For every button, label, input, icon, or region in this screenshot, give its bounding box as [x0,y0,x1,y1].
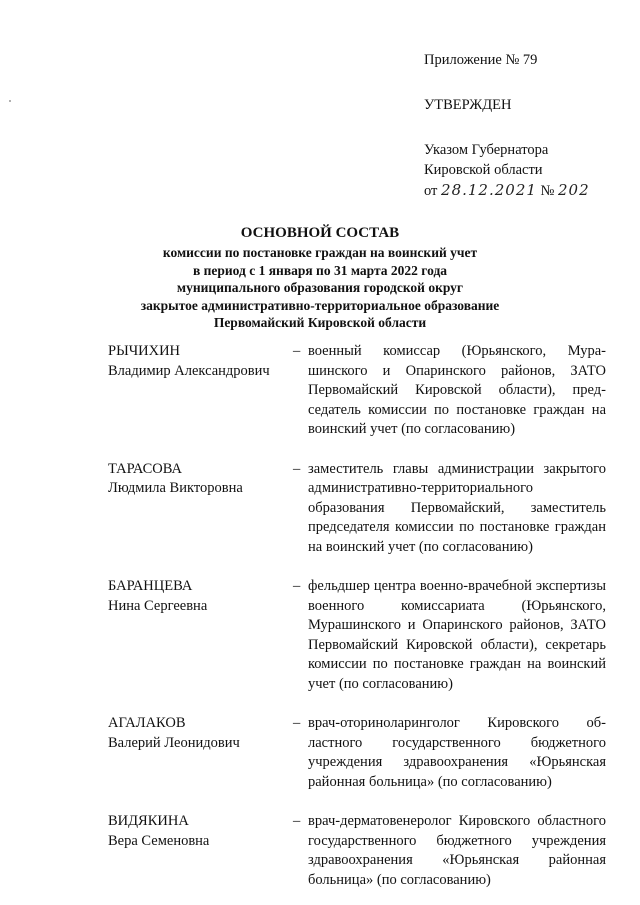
title-main: ОСНОВНОЙ СОСТАВ [240,225,400,241]
member-given-names: Людмила Викторовна [108,480,243,496]
title-line-1: комиссии по постановке граждан на воинский учет [162,245,478,260]
member-role: военный комиссар (Юрьянского, Мурашинского и Опаринского районов, ЗАТО Первомайский Кировской области), председатель комиссии по постановке граждан на воинский учет (по согласованию) [308,343,606,437]
member-entry [108,460,606,558]
decree-date-line [424,180,624,201]
member-surname: ТАРАСОВА [108,460,182,477]
title-line-3: муниципального образования городской округ [176,280,464,295]
member-entry [108,714,606,792]
member-surname: ВИДЯКИНА [108,813,189,829]
approved-stamp-text: УТВЕРЖДЕН [424,97,512,113]
member-dash: – [293,715,301,731]
scan-speck [9,100,11,102]
member-entry [108,342,606,440]
member-entry [108,812,606,890]
handwritten-date: 28.12.2021 [441,181,537,199]
decree-line-2: Кировской области [424,162,543,178]
member-dash: – [293,343,301,359]
member-name [108,812,288,851]
member-name [108,342,288,381]
member-surname: РЫЧИХИН [108,343,181,359]
member-name [108,577,288,616]
title-line-4: закрытое административно-территориальное образование [140,297,500,313]
document-title [0,222,640,332]
member-given-names: Валерий Леонидович [108,734,240,751]
member-name [108,460,288,499]
member-dash: – [293,813,301,829]
member-name [108,714,288,753]
appendix-number: Приложение № 79 [424,52,538,68]
title-line-2: в период с 1 января по 31 марта 2022 года [192,262,448,278]
member-given-names: Владимир Александрович [108,362,270,379]
member-dash: – [293,578,301,594]
member-role: заместитель главы администрации закрытого административно-территориального образования Первомайский, заместитель председателя комиссии по постановке граждан на воинский учет (по согласованию) [308,460,606,555]
approval-block [424,50,624,201]
decree-line-1: Указом Губернатора [424,142,549,158]
member-dash: – [293,460,301,477]
members-list [108,342,606,890]
member-given-names: Вера Семеновна [108,832,210,849]
from-label: от [424,183,438,199]
title-line-5: Первомайский Кировской области [213,315,427,330]
member-given-names: Нина Сергеевна [108,597,208,614]
member-entry [108,577,606,694]
member-role: фельдшер центра военно-врачебной экспертизы военного комиссариата (Юрьянского, Мурашинского и Опаринского районов, ЗАТО Первомайский Кировской области), секретарь комиссии по постановке граждан на воинский учет (по согласованию) [308,578,606,692]
member-surname: БАРАНЦЕВА [108,578,193,594]
member-role: врач-оториноларинголог Кировского областного государственного бюджетного учреждения здравоохранения «Юрьянская районная больница» (по согласованию) [308,715,606,790]
member-surname: АГАЛАКОВ [108,715,186,731]
number-label: № [540,183,555,199]
member-role: врач-дерматовенеролог Кировского областного государственного бюджетного учреждения здравоохранения «Юрьянская районная больница» (по согласованию) [308,813,606,888]
handwritten-number: 202 [558,181,590,199]
